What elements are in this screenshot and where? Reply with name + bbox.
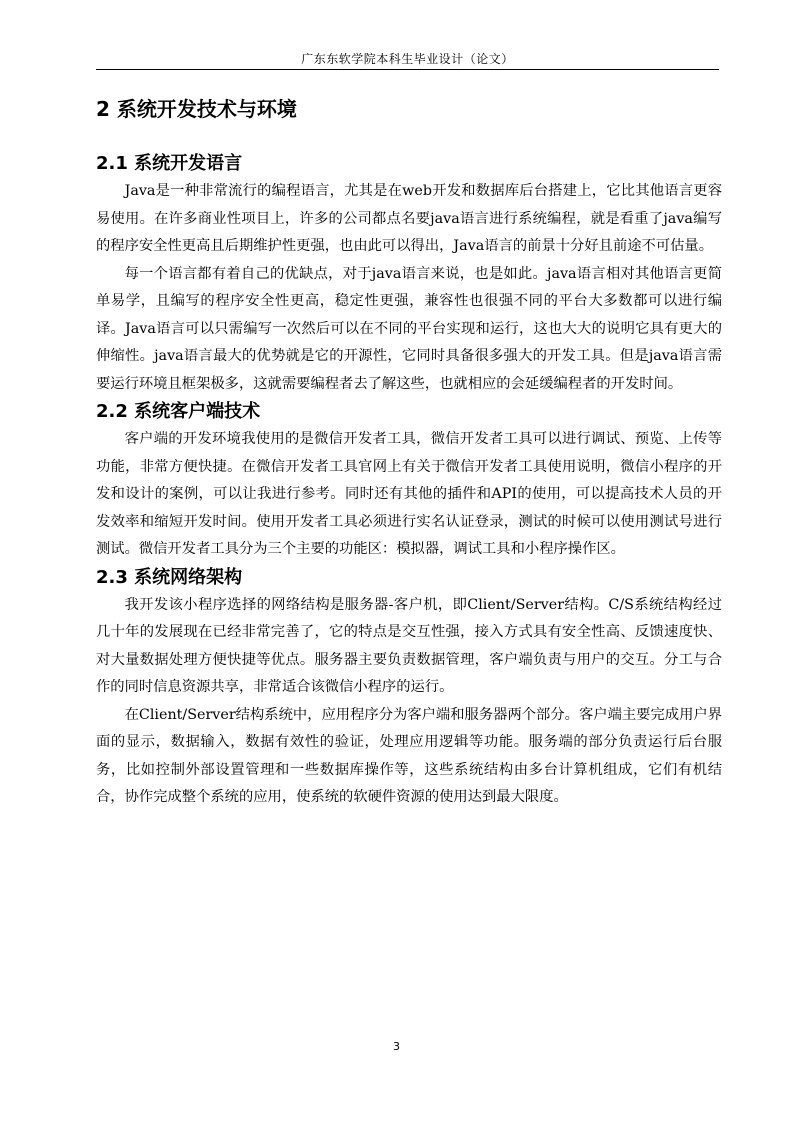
paragraph: 我开发该小程序选择的网络结构是服务器-客户机，即Client/Server结构。C/S系统结构经过几十年的发展现在已经非常完善了，它的特点是交互性强，接入方式具有安全性高、反馈速度快、对大量数据处理方便快捷等优点。服务器主要负责数据管理，客户端负责与用户的交互。分工与合作的同时信息资源共享，非常适合该微信小程序的运行。 — [96, 596, 722, 695]
paragraph: 客户端的开发环境我使用的是微信开发者工具，微信开发者工具可以进行调试、预览、上传等功能，非常方便快捷。在微信开发者工具官网上有关于微信开发者工具使用说明，微信小程序的开发和设计的案例，可以让我进行参考。同时还有其他的插件和API的使用，可以提高技术人员的开发效率和缩短开发时间。使用开发者工具必须进行实名认证登录，测试的时候可以使用测试号进行测试。微信开发者工具分为三个主要的功能区：模拟器，调试工具和小程序操作区。 — [96, 431, 722, 557]
header-rule — [96, 69, 719, 70]
paragraph: 每一个语言都有着自己的优缺点，对于java语言来说，也是如此。java语言相对其他语言更简单易学，且编写的程序安全性更高，稳定性更强，兼容性也很强不同的平台大多数都可以进行编译。Java语言可以只需编写一次然后可以在不同的平台实现和运行，这也大大的说明它具有更大的伸缩性。java语言最大的优势就是它的开源性，它同时具备很多强大的开发工具。但是java语言需要运行环境且框架极多，这就需要编程者去了解这些，也就相应的会延缓编程者的开发时间。 — [96, 265, 722, 392]
section-title-2-1: 2.1 系统开发语言 — [96, 153, 243, 174]
page-number: 3 — [393, 1040, 400, 1053]
paragraph: Java是一种非常流行的编程语言，尤其是在web开发和数据库后台搭建上，它比其他语言更容易使用。在许多商业性项目上，许多的公司都点名要java语言进行系统编程，就是看重了java编写的程序安全性更高且后期维护性更强，也由此可以得出，Java语言的前景十分好且前途不可估量。 — [96, 183, 722, 254]
page-body — [96, 92, 722, 812]
section-title-2-3: 2.3 系统网络架构 — [96, 566, 243, 588]
chapter-title: 2 系统开发技术与环境 — [96, 97, 297, 121]
section-title-2-2: 2.2 系统客户端技术 — [96, 401, 261, 422]
page-header: 广东东软学院本科生毕业设计（论文） — [301, 52, 514, 66]
paragraph: 在Client/Server结构系统中，应用程序分为客户端和服务器两个部分。客户端主要完成用户界面的显示，数据输入，数据有效性的验证，处理应用逻辑等功能。服务端的部分负责运行后台服务，比如控制外部设置管理和一些数据库操作等，这些系统结构由多台计算机组成，它们有机结合，协作完成整个系统的应用，使系统的软硬件资源的使用达到最大限度。 — [96, 706, 722, 805]
